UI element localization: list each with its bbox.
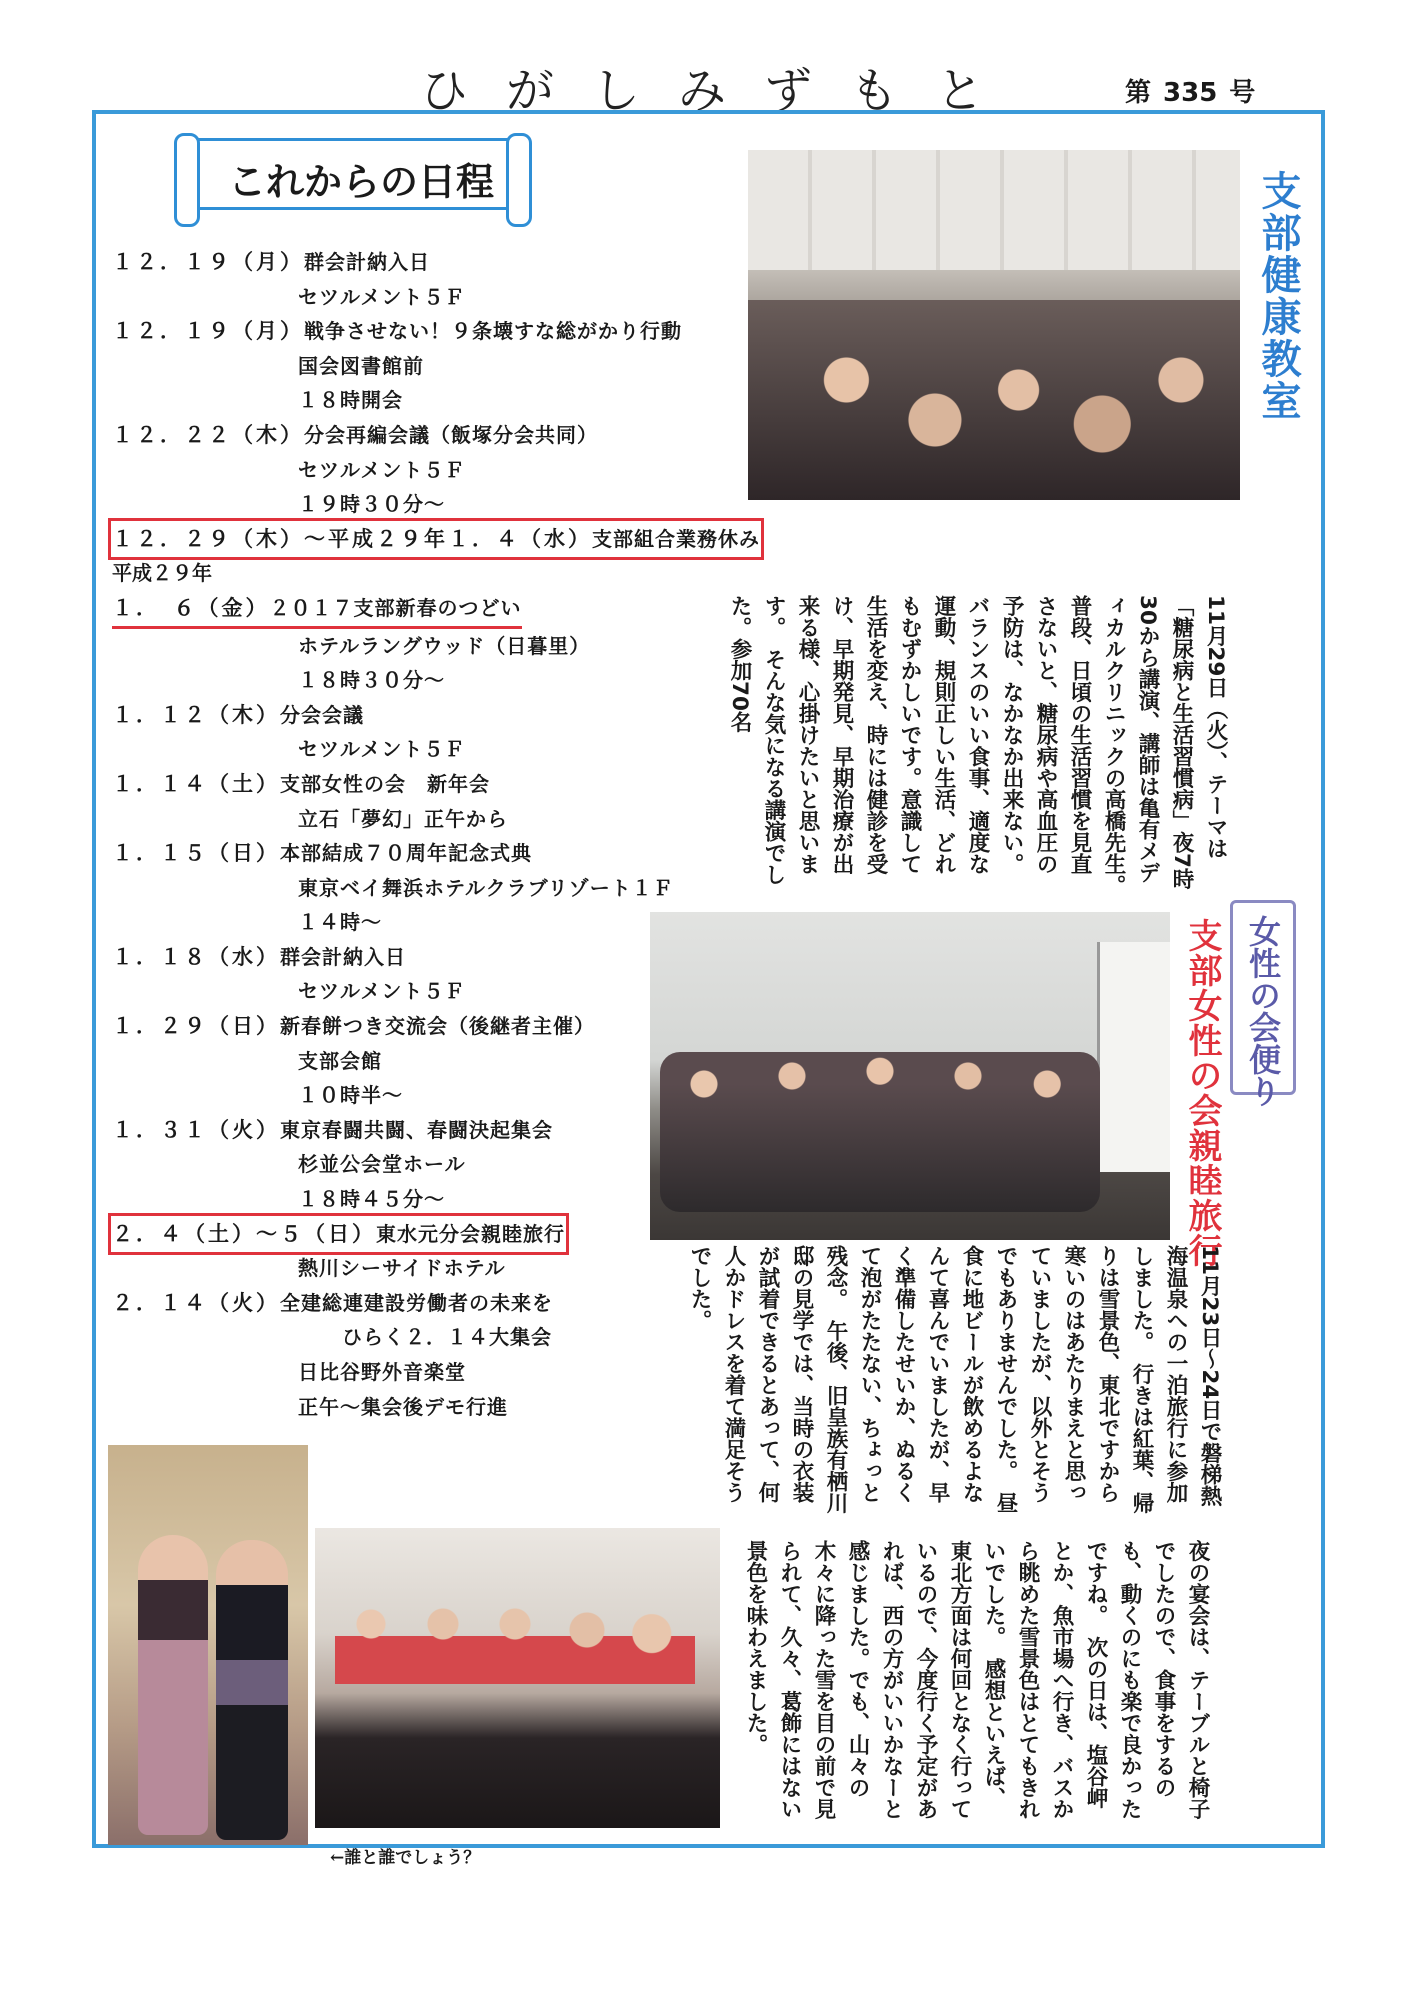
schedule-date: １．１８（水） xyxy=(112,944,280,969)
women-news-badge-label: 女性の会便り xyxy=(1244,915,1282,1107)
schedule-entry xyxy=(112,314,802,349)
schedule-detail: 立石「夢幻」正午から xyxy=(298,806,508,831)
schedule-event: 支部女性の会 新年会 xyxy=(280,771,490,796)
schedule-detail: 支部会館 xyxy=(298,1048,382,1073)
schedule-entry xyxy=(112,245,802,280)
schedule-date: １２．１９（月） xyxy=(112,319,304,344)
photo-caption: ←誰と誰でしょう？ xyxy=(330,1848,481,1868)
schedule-entry xyxy=(112,1217,565,1252)
schedule-detail: ホテルラングウッド（日暮里） xyxy=(298,633,591,658)
schedule-title: これからの日程 xyxy=(228,159,495,204)
schedule-date: ２．１４（火） xyxy=(112,1290,280,1315)
schedule-entry xyxy=(112,836,802,871)
group-trip-photo xyxy=(650,912,1170,1240)
schedule-detail: 熱川シーサイドホテル xyxy=(298,1256,506,1281)
costume-photo xyxy=(108,1445,308,1845)
women-trip-article-part2: 夜の宴会は、テーブルと椅子でしたので、食事をするのも、動くのにも楽で良かったですね。 次の日は、塩谷岬とか、魚市場へ行き、バスから眺めた雪景色はとてもきれいでした。 感想といえば、東北方面は何回となく行っているので、今度行く予定があれば、西の方がいいかなーと感じました。でも、山々の木々に降った雪を目の前で見られて、久々、葛飾にはない景色を味わえました。 xyxy=(743,1540,1210,1820)
schedule-entry xyxy=(112,767,802,802)
schedule-event: 戦争させない！９条壊すな総がかり行動 xyxy=(304,319,682,344)
women-trip-article-part1: 11月23日～24日で磐梯熱海温泉への一泊旅行に参加しました。 行きは紅葉、帰りは雪景色、東北ですから寒いのはあたりまえと思っていましたが、以外とそうでもありませんでした。 昼食に地ビールが飲めるよなんて喜んでいましたが、早く準備したせいか、ぬるくて泡がたたない、ちょっと残念。 午後、旧皇族有栖川邸の見学では、当時の衣装が試着できるとあって、何人かドレスを着て満足そうでした。 xyxy=(687,1245,1222,1514)
schedule-detail: ひらく２．１４大集会 xyxy=(342,1325,552,1350)
schedule-detail: 国会図書館前 xyxy=(298,353,424,378)
health-class-article: 11月29日（火）、テーマは「糖尿病と生活習慣病」夜7時30から講演、講師は亀有メディカルクリニックの高橋先生。 普段、日頃の生活習慣を見直さないと、糖尿病や高血圧の予防は、なかなか出来ない。バランスのいい食事、適度な運動、規則正しい生活、どれもむずかしいです。意識して生活を変え、時には健診を受け、早期発見、早期治療が出来る様、心掛けたいと思います。 そんな気になる講演でした。参加70名 xyxy=(727,595,1228,907)
schedule-detail: セツルメント５Ｆ xyxy=(298,979,466,1004)
schedule-entry xyxy=(112,698,802,733)
schedule-detail: セツルメント５Ｆ xyxy=(298,737,466,762)
schedule-date: １．１４（土） xyxy=(112,771,280,796)
schedule-date: １．２９（日） xyxy=(112,1014,280,1039)
schedule-event: ２０１７支部新春のつどい xyxy=(269,595,522,620)
schedule-event: 東京春闘共闘、春闘決起集会 xyxy=(280,1117,553,1142)
schedule-entry xyxy=(112,591,522,629)
schedule-detail: １０時半～ xyxy=(298,1083,403,1108)
issue-prefix: 第 xyxy=(1125,78,1152,108)
schedule-event: 分会再編会議（飯塚分会共同） xyxy=(304,422,598,447)
schedule-date: ２．４（土）～５（日） xyxy=(112,1221,376,1246)
schedule-detail: セツルメント５Ｆ xyxy=(298,457,466,482)
schedule-detail: １８時３０分～ xyxy=(298,668,445,693)
schedule-detail: 杉並公会堂ホール xyxy=(298,1152,466,1177)
women-trip-title: 支部女性の会親睦旅行 xyxy=(1182,918,1222,1268)
schedule-event: 本部結成７０周年記念式典 xyxy=(280,841,532,866)
schedule-detail: １８時開会 xyxy=(298,388,403,413)
schedule-event: 群会計納入日 xyxy=(304,250,430,274)
schedule-event: 分会会議 xyxy=(280,702,364,727)
issue-number xyxy=(1125,72,1267,109)
schedule-detail: セツルメント５Ｆ xyxy=(298,284,466,309)
schedule-detail: 日比谷野外音楽堂 xyxy=(298,1360,466,1384)
schedule-entry xyxy=(112,522,760,557)
schedule-event: 新春餅つき交流会（後継者主催） xyxy=(280,1014,595,1039)
schedule-detail: １４時～ xyxy=(298,910,382,935)
schedule-detail: １８時４５分～ xyxy=(298,1187,445,1212)
schedule-date: １２．２２（木） xyxy=(112,422,304,447)
banquet-photo xyxy=(315,1528,720,1828)
schedule-date: １．１２（木） xyxy=(112,702,280,727)
schedule-event: 東水元分会親睦旅行 xyxy=(376,1221,565,1246)
issue-suffix: 号 xyxy=(1229,78,1256,108)
schedule-date: １２．１９（月） xyxy=(112,250,304,274)
schedule-date: １．１５（日） xyxy=(112,841,280,866)
schedule-entry xyxy=(112,418,802,453)
schedule-date: １．３１（火） xyxy=(112,1117,280,1142)
schedule-event: 支部組合業務休み xyxy=(592,526,760,551)
issue-no: 335 xyxy=(1163,78,1218,108)
schedule-date: １． ６（金） xyxy=(112,595,270,620)
schedule-detail: 正午～集会後デモ行進 xyxy=(298,1394,508,1419)
schedule-event: 全建総連建設労働者の未来を xyxy=(280,1290,553,1315)
schedule-detail: 東京ベイ舞浜ホテルクラブリゾート１Ｆ xyxy=(298,875,674,900)
health-class-photo xyxy=(748,150,1240,500)
schedule-event: 群会計納入日 xyxy=(280,944,406,969)
schedule-heading-scroll xyxy=(185,138,521,210)
schedule-year: 平成２９年 xyxy=(112,561,212,586)
schedule-date: １２．２９（木）～平成２９年１．４（水） xyxy=(112,526,592,551)
masthead-title: ひがしみずもと xyxy=(420,63,1023,119)
health-class-title: 支部健康教室 xyxy=(1255,170,1301,422)
schedule-detail: １９時３０分～ xyxy=(298,492,445,517)
